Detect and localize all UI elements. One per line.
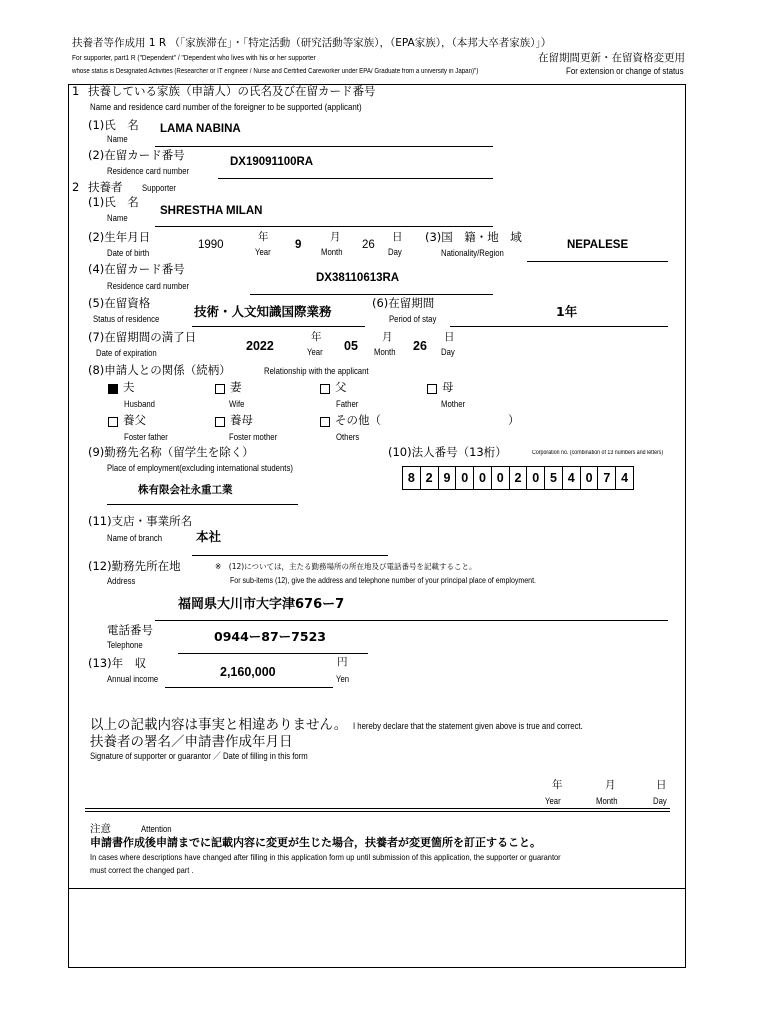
corporation-no-digit[interactable]: 0 <box>527 467 545 489</box>
applicant-name-field[interactable]: LAMA NABINA <box>160 123 241 135</box>
expiration-year-unit-en: Year <box>307 347 323 357</box>
section2-number: 2 <box>72 180 80 194</box>
applicant-card-field[interactable]: DX19091100RA <box>230 156 314 168</box>
others-close-paren: ） <box>508 413 520 427</box>
husband-checkbox[interactable] <box>108 384 118 394</box>
corporation-no-label: (10)法人番号（13桁） <box>388 445 507 459</box>
father-label: 父 <box>335 380 347 394</box>
employer-label: (9)勤務先名称（留学生を除く） <box>88 445 254 459</box>
corporation-no-digit[interactable]: 8 <box>403 467 421 489</box>
nationality-label-en: Nationality/Region <box>441 248 504 258</box>
corporation-no-label-en: Corporation no. (combination of 13 numbers and letters) <box>532 450 664 456</box>
employer-field[interactable]: 株有限会社永重工業 <box>138 484 233 496</box>
section1-heading: 扶養している家族（申請人）の氏名及び在留カード番号 <box>88 84 376 98</box>
relationship-label: (8)申請人との関係（続柄） <box>88 363 231 377</box>
applicant-card-underline <box>218 178 493 179</box>
sign-year-unit-en: Year <box>545 796 561 806</box>
income-label-en: Annual income <box>107 674 159 684</box>
telephone-underline <box>178 653 368 654</box>
mother-label: 母 <box>442 380 454 394</box>
nationality-label: (3)国 籍・地 域 <box>425 230 522 244</box>
status-label-en: Status of residence <box>93 314 160 324</box>
period-underline <box>450 326 668 327</box>
dob-month-field[interactable]: 9 <box>295 239 302 251</box>
status-field[interactable]: 技術・人文知識国際業務 <box>194 304 332 319</box>
employer-label-en: Place of employment(excluding international students) <box>107 463 293 473</box>
foster-father-checkbox[interactable] <box>108 417 118 427</box>
corporation-no-digit[interactable]: 0 <box>456 467 474 489</box>
attention-text: 申請書作成後申請までに記載内容に変更が生じた場合，扶養者が変更箇所を訂正すること。 <box>90 836 541 849</box>
husband-label: 夫 <box>123 380 135 394</box>
corporation-no-digit[interactable]: 5 <box>545 467 563 489</box>
dob-day-unit-en: Day <box>388 247 402 257</box>
mother-checkbox[interactable] <box>427 384 437 394</box>
others-label-en: Others <box>336 432 360 442</box>
expiration-label: (7)在留期間の満了日 <box>88 330 197 344</box>
corporation-no-digit[interactable]: 4 <box>621 471 629 485</box>
signature-line-lower <box>85 811 670 812</box>
attention-label-en: Attention <box>141 824 172 834</box>
branch-field[interactable]: 本社 <box>196 529 222 544</box>
dob-day-unit: 日 <box>392 231 403 243</box>
income-label: (13)年 収 <box>88 656 147 670</box>
attention-text-en-line1: In cases where descriptions have changed after filling in this application form up until submission of this application, the supporter or guarantor <box>90 852 561 862</box>
supporter-name-label-en: Name <box>107 213 128 223</box>
telephone-field[interactable]: 0944ー87ー7523 <box>214 629 326 644</box>
expiration-day-unit-en: Day <box>441 347 455 357</box>
corporation-no-digit[interactable]: 7 <box>598 467 616 489</box>
applicant-name-label-en: Name <box>107 134 128 144</box>
husband-label-en: Husband <box>124 399 155 409</box>
father-checkbox[interactable] <box>320 384 330 394</box>
sign-day-unit-en: Day <box>653 796 667 806</box>
wife-label: 妻 <box>230 380 242 394</box>
expiration-day-field[interactable]: 26 <box>413 339 427 353</box>
wife-checkbox[interactable] <box>215 384 225 394</box>
supporter-card-field[interactable]: DX38110613RA <box>316 272 400 284</box>
section1-heading-en: Name and residence card number of the foreigner to be supported (applicant) <box>90 102 362 112</box>
corporation-no-digit[interactable]: 2 <box>421 467 439 489</box>
period-label-en: Period of stay <box>389 314 437 324</box>
form-purpose-en: For extension or change of status <box>566 66 684 76</box>
foster-father-label: 養父 <box>123 413 146 427</box>
nationality-field[interactable]: NEPALESE <box>567 239 629 251</box>
status-underline <box>192 326 365 327</box>
dob-year-unit-en: Year <box>255 247 271 257</box>
address-field[interactable]: 福岡県大川市大字津676ー7 <box>178 597 345 612</box>
employer-underline <box>107 504 298 505</box>
sign-month-unit: 月 <box>605 779 616 791</box>
period-label: (6)在留期間 <box>372 296 435 310</box>
section1-number: 1 <box>72 84 80 98</box>
others-checkbox[interactable] <box>320 417 330 427</box>
address-label: (12)勤務先所在地 <box>88 559 181 573</box>
supporter-name-field[interactable]: SHRESTHA MILAN <box>160 205 263 217</box>
mother-label-en: Mother <box>441 399 466 409</box>
corporation-no-digit[interactable]: 0 <box>581 467 599 489</box>
nationality-underline <box>527 261 668 262</box>
expiration-label-en: Date of expiration <box>96 348 157 358</box>
supporter-name-underline <box>155 226 493 227</box>
address-label-en: Address <box>107 576 136 586</box>
address-note-en: For sub-items (12), give the address and telephone number of your principal place of employment. <box>230 576 537 585</box>
applicant-name-label: (1)氏 名 <box>88 118 139 132</box>
attention-label: 注意 <box>90 823 111 835</box>
foster-father-label-en: Foster father <box>124 432 168 442</box>
corporation-no-digit[interactable]: 0 <box>474 467 492 489</box>
relationship-label-en: Relationship with the applicant <box>264 366 369 376</box>
branch-label-en: Name of branch <box>107 533 163 543</box>
telephone-label: 電話番号 <box>107 623 153 637</box>
dob-day-field[interactable]: 26 <box>362 239 375 251</box>
dob-label: (2)生年月日 <box>88 230 151 244</box>
supporter-card-underline <box>250 294 493 295</box>
applicant-card-label-en: Residence card number <box>107 166 190 176</box>
period-field[interactable]: 1年 <box>556 304 578 319</box>
expiration-year-unit: 年 <box>311 331 322 343</box>
corporation-no-boxes <box>402 466 634 490</box>
form-subtitle-en-line2: whose status is Designated Activities (Researcher or IT engineer / Nurse and Certified Careworker under EPA/ Graduate from a university in Japan)") <box>72 68 479 75</box>
income-field[interactable]: 2,160,000 <box>220 665 276 679</box>
address-underline <box>155 620 668 621</box>
section2-heading: 扶養者 <box>88 180 123 194</box>
foster-mother-checkbox[interactable] <box>215 417 225 427</box>
income-unit: 円 <box>337 656 348 668</box>
supporter-card-label-en: Residence card number <box>107 281 190 291</box>
father-label-en: Father <box>336 399 359 409</box>
attention-text-en-line2: must correct the changed part . <box>90 865 194 875</box>
corporation-no-digit[interactable]: 0 <box>492 467 510 489</box>
declaration-statement-en: I hereby declare that the statement given above is true and correct. <box>353 721 583 731</box>
foster-mother-label: 養母 <box>230 413 253 427</box>
supporter-card-label: (4)在留カード番号 <box>88 262 185 276</box>
branch-underline <box>192 555 388 556</box>
expiration-month-unit: 月 <box>382 331 393 343</box>
dob-month-unit: 月 <box>330 231 341 243</box>
form-purpose-ja: 在留期間更新・在留資格変更用 <box>538 52 685 64</box>
signature-line-upper <box>85 808 670 809</box>
income-unit-en: Yen <box>336 674 350 684</box>
applicant-name-underline <box>155 146 493 147</box>
sign-day-unit: 日 <box>656 779 667 791</box>
section2-heading-en: Supporter <box>142 183 177 193</box>
expiration-year-field[interactable]: 2022 <box>246 339 274 353</box>
form-subtitle-en-line1: For supporter, part1 R ("Dependent" / "Dependent who lives with his or her supporter <box>72 53 316 62</box>
signature-heading: 扶養者の署名／申請書作成年月日 <box>90 734 293 750</box>
expiration-day-unit: 日 <box>444 331 455 343</box>
declaration-statement: 以上の記載内容は事実と相違ありません。 <box>90 717 348 733</box>
expiration-month-unit-en: Month <box>374 347 396 357</box>
supporter-name-label: (1)氏 名 <box>88 195 139 209</box>
sign-month-unit-en: Month <box>596 796 618 806</box>
signature-heading-en: Signature of supporter or guarantor ／ Date of filling in this form <box>90 751 308 761</box>
corporation-no-digit[interactable]: 9 <box>439 467 457 489</box>
foster-mother-label-en: Foster mother <box>229 432 278 442</box>
wife-label-en: Wife <box>229 399 245 409</box>
bottom-section-divider <box>68 888 686 889</box>
expiration-month-field[interactable]: 05 <box>344 339 358 353</box>
address-note-ja: ※ (12)については，主たる勤務場所の所在地及び電話番号を記載すること。 <box>215 562 477 571</box>
income-underline <box>165 687 333 688</box>
dob-month-unit-en: Month <box>321 247 343 257</box>
others-label: その他（ <box>335 413 381 427</box>
status-label: (5)在留資格 <box>88 296 151 310</box>
form-title: 扶養者等作成用 1 R （「家族滞在」・「特定活動（研究活動等家族），（EPA家族），（本邦大卒者家族）」） <box>72 37 552 49</box>
sign-year-unit: 年 <box>552 779 563 791</box>
dob-year-field[interactable]: 1990 <box>198 239 224 251</box>
corporation-no-digit[interactable]: 4 <box>563 467 581 489</box>
dob-year-unit: 年 <box>258 231 269 243</box>
blank-remarks-area <box>70 890 684 966</box>
telephone-label-en: Telephone <box>107 640 143 650</box>
applicant-card-label: (2)在留カード番号 <box>88 148 185 162</box>
corporation-no-digit[interactable]: 2 <box>510 467 528 489</box>
dob-label-en: Date of birth <box>107 248 150 258</box>
branch-label: (11)支店・事業所名 <box>88 514 193 528</box>
